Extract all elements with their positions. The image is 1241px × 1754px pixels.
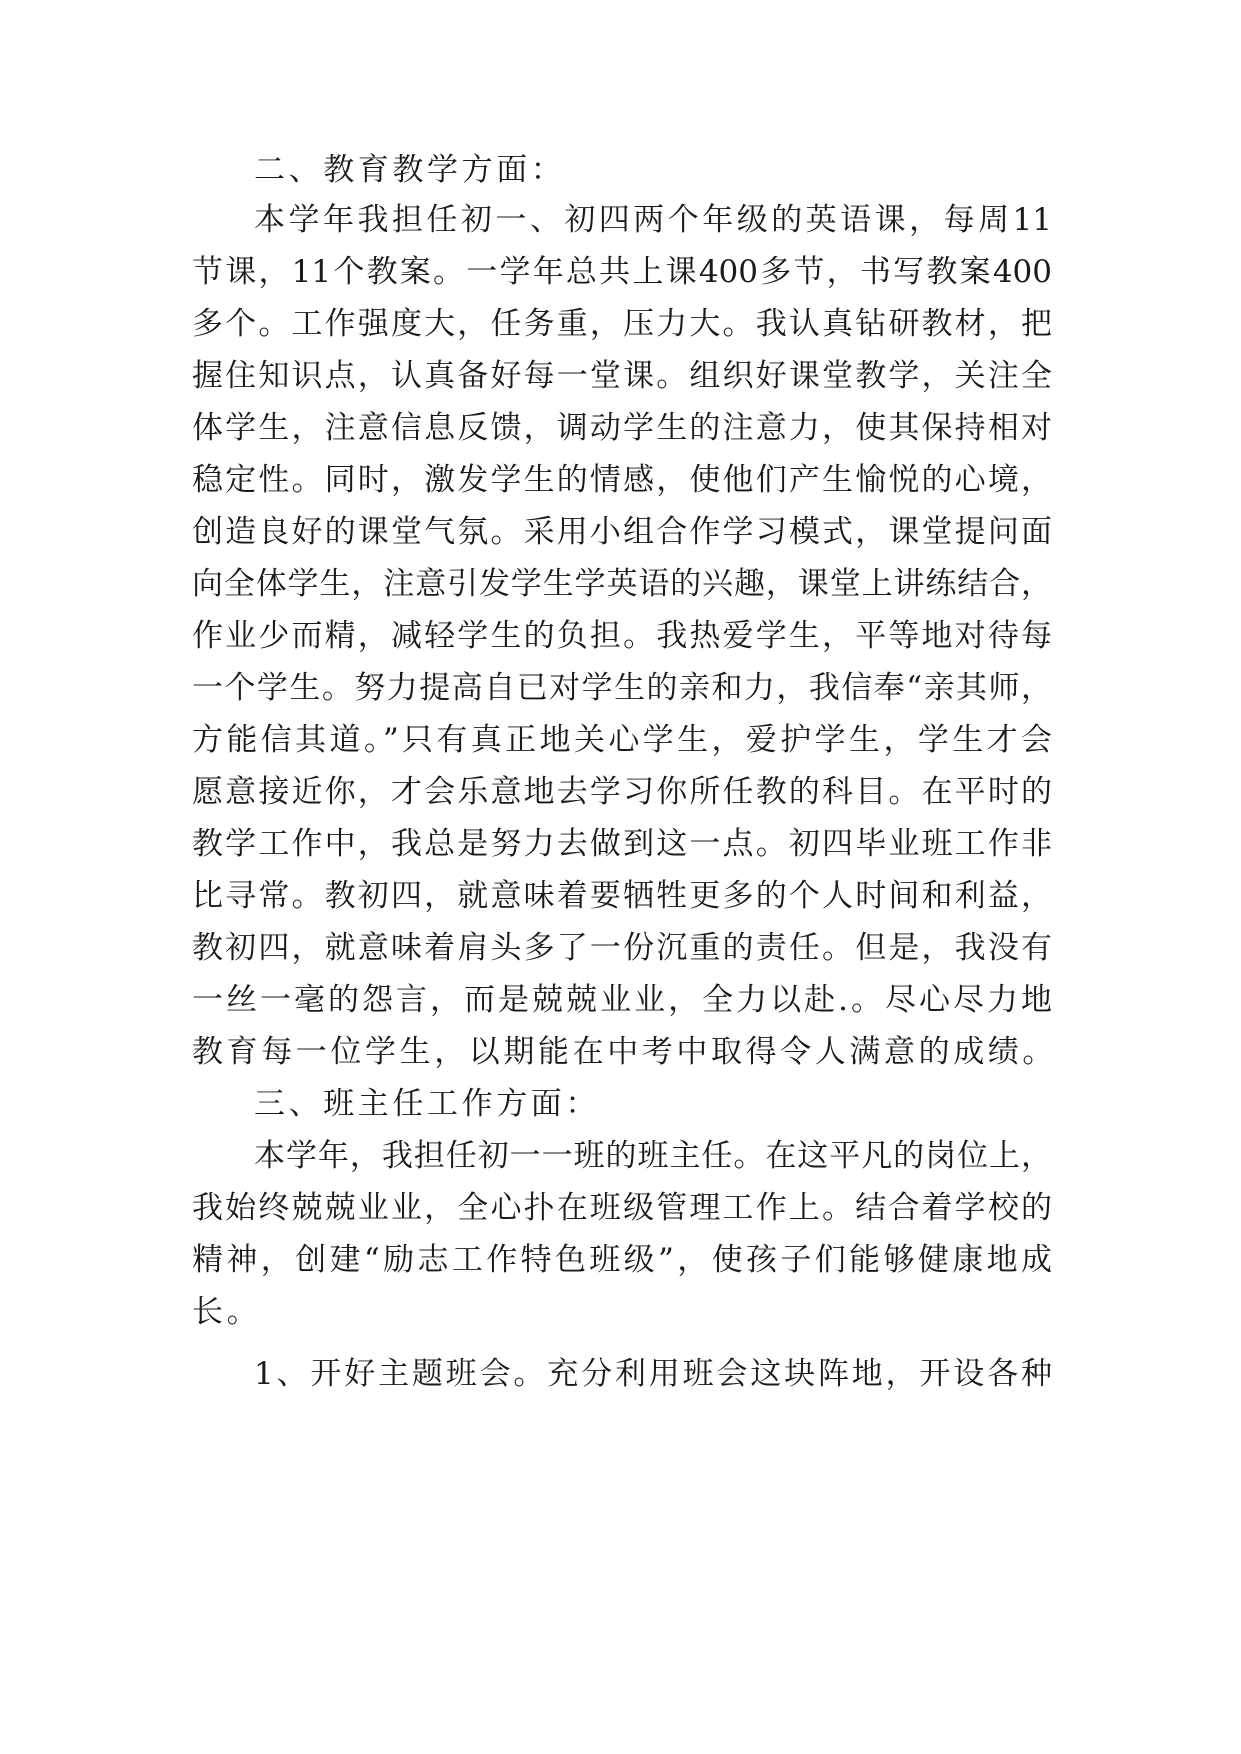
paragraph-line: 握住知识点，认真备好每一堂课。组织好课堂教学，关注全 <box>192 358 1052 394</box>
paragraph-line: 创造良好的课堂气氛。采用小组合作学习模式，课堂提问面 <box>192 514 1052 550</box>
paragraph-line: 一个学生。努力提高自已对学生的亲和力，我信奉“亲其师， <box>192 670 1052 706</box>
paragraph-line: 方能信其道。”只有真正地关心学生，爱护学生，学生才会 <box>192 722 1052 758</box>
paragraph-line: 精神，创建“励志工作特色班级”，使孩子们能够健康地成 <box>192 1242 1052 1278</box>
paragraph-line: 教育每一位学生，以期能在中考中取得令人满意的成绩。 <box>192 1034 1057 1070</box>
paragraph-line: 节课，11个教案。一学年总共上课400多节，书写教案400 <box>192 254 1052 290</box>
section-heading-teaching: 二、教育教学方面： <box>254 152 566 188</box>
paragraph-line: 本学年我担任初一、初四两个年级的英语课，每周11 <box>254 202 1052 238</box>
paragraph-line: 比寻常。教初四，就意味着要牺牲更多的个人时间和利益， <box>192 878 1052 914</box>
paragraph-line: 长。 <box>192 1294 262 1330</box>
paragraph-line: 向全体学生，注意引发学生学英语的兴趣，课堂上讲练结合， <box>192 566 1052 602</box>
paragraph-line: 一丝一毫的怨言，而是兢兢业业，全力以赴.。尽心尽力地 <box>192 982 1052 1018</box>
paragraph-line: 多个。工作强度大，任务重，压力大。我认真钻研教材，把 <box>192 306 1052 342</box>
paragraph-line: 教初四，就意味着肩头多了一份沉重的责任。但是，我没有 <box>192 930 1052 966</box>
paragraph-line: 体学生，注意信息反馈，调动学生的注意力，使其保持相对 <box>192 410 1052 446</box>
paragraph-line: 我始终兢兢业业，全心扑在班级管理工作上。结合着学校的 <box>192 1190 1052 1226</box>
section-heading-class-teacher: 三、班主任工作方面： <box>254 1086 600 1122</box>
paragraph-line: 本学年，我担任初一一班的班主任。在这平凡的岗位上， <box>254 1138 1052 1174</box>
paragraph-line: 稳定性。同时，激发学生的情感，使他们产生愉悦的心境， <box>192 462 1052 498</box>
paragraph-line: 教学工作中，我总是努力去做到这一点。初四毕业班工作非 <box>192 826 1052 862</box>
paragraph-line: 作业少而精，减轻学生的负担。我热爱学生，平等地对待每 <box>192 618 1052 654</box>
list-item-theme-meeting: 1、开好主题班会。充分利用班会这块阵地，开设各种 <box>254 1356 1052 1392</box>
paragraph-line: 愿意接近你，才会乐意地去学习你所任教的科目。在平时的 <box>192 774 1052 810</box>
